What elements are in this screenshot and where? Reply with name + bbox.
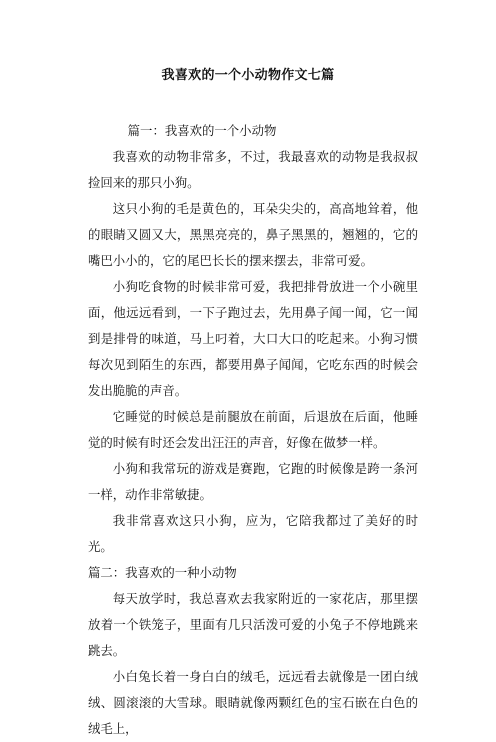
paragraph: 小白兔长着一身白白的绒毛，远远看去就像是一团白绒绒、圆滚滚的大雪球。眼睛就像两颗红色的宝石嵌在白色的绒毛上， xyxy=(88,669,418,736)
paragraph: 小狗和我常玩的游戏是赛跑，它跑的时候像是跨一条河一样，动作非常敏捷。 xyxy=(88,461,418,502)
paragraph: 每天放学时，我总喜欢去我家附近的一家花店，那里摆放着一个铁笼子，里面有几只活泼可爱的小兔子不停地跳来跳去。 xyxy=(88,591,418,658)
document-title: 我喜欢的一个小动物作文七篇 xyxy=(161,68,335,83)
paragraph: 它睡觉的时候总是前腿放在前面，后退放在后面，他睡觉的时候有时还会发出汪汪的声音，好像在做梦一样。 xyxy=(88,409,418,450)
section-heading: 篇二：我喜欢的一种小动物 xyxy=(88,565,237,580)
paragraph: 小狗吃食物的时候非常可爱，我把排骨放进一个小碗里面，他远远看到，一下子跑过去，先用鼻子闻一闻，它一闻到是排骨的味道，马上叼着，大口大口的吃起来。小狗习惯每次见到陌生的东西，都要用鼻子闻闻，它吃东西的时候会发出脆脆的声音。 xyxy=(88,279,418,398)
document-body xyxy=(88,118,418,742)
paragraph: 我非常喜欢这只小狗，应为，它陪我都过了美好的时光。 xyxy=(88,513,418,554)
section-heading: 篇一：我喜欢的一个小动物 xyxy=(127,123,277,138)
paragraph: 这只小狗的毛是黄色的，耳朵尖尖的，高高地耸着，他的眼睛又圆又大，黑黑亮亮的，鼻子黑黑的，翘翘的，它的嘴巴小小的，它的尾巴长长的摆来摆去，非常可爱。 xyxy=(88,201,418,268)
paragraph: 我喜欢的动物非常多，不过，我最喜欢的动物是我叔叔捡回来的那只小狗。 xyxy=(88,149,418,190)
